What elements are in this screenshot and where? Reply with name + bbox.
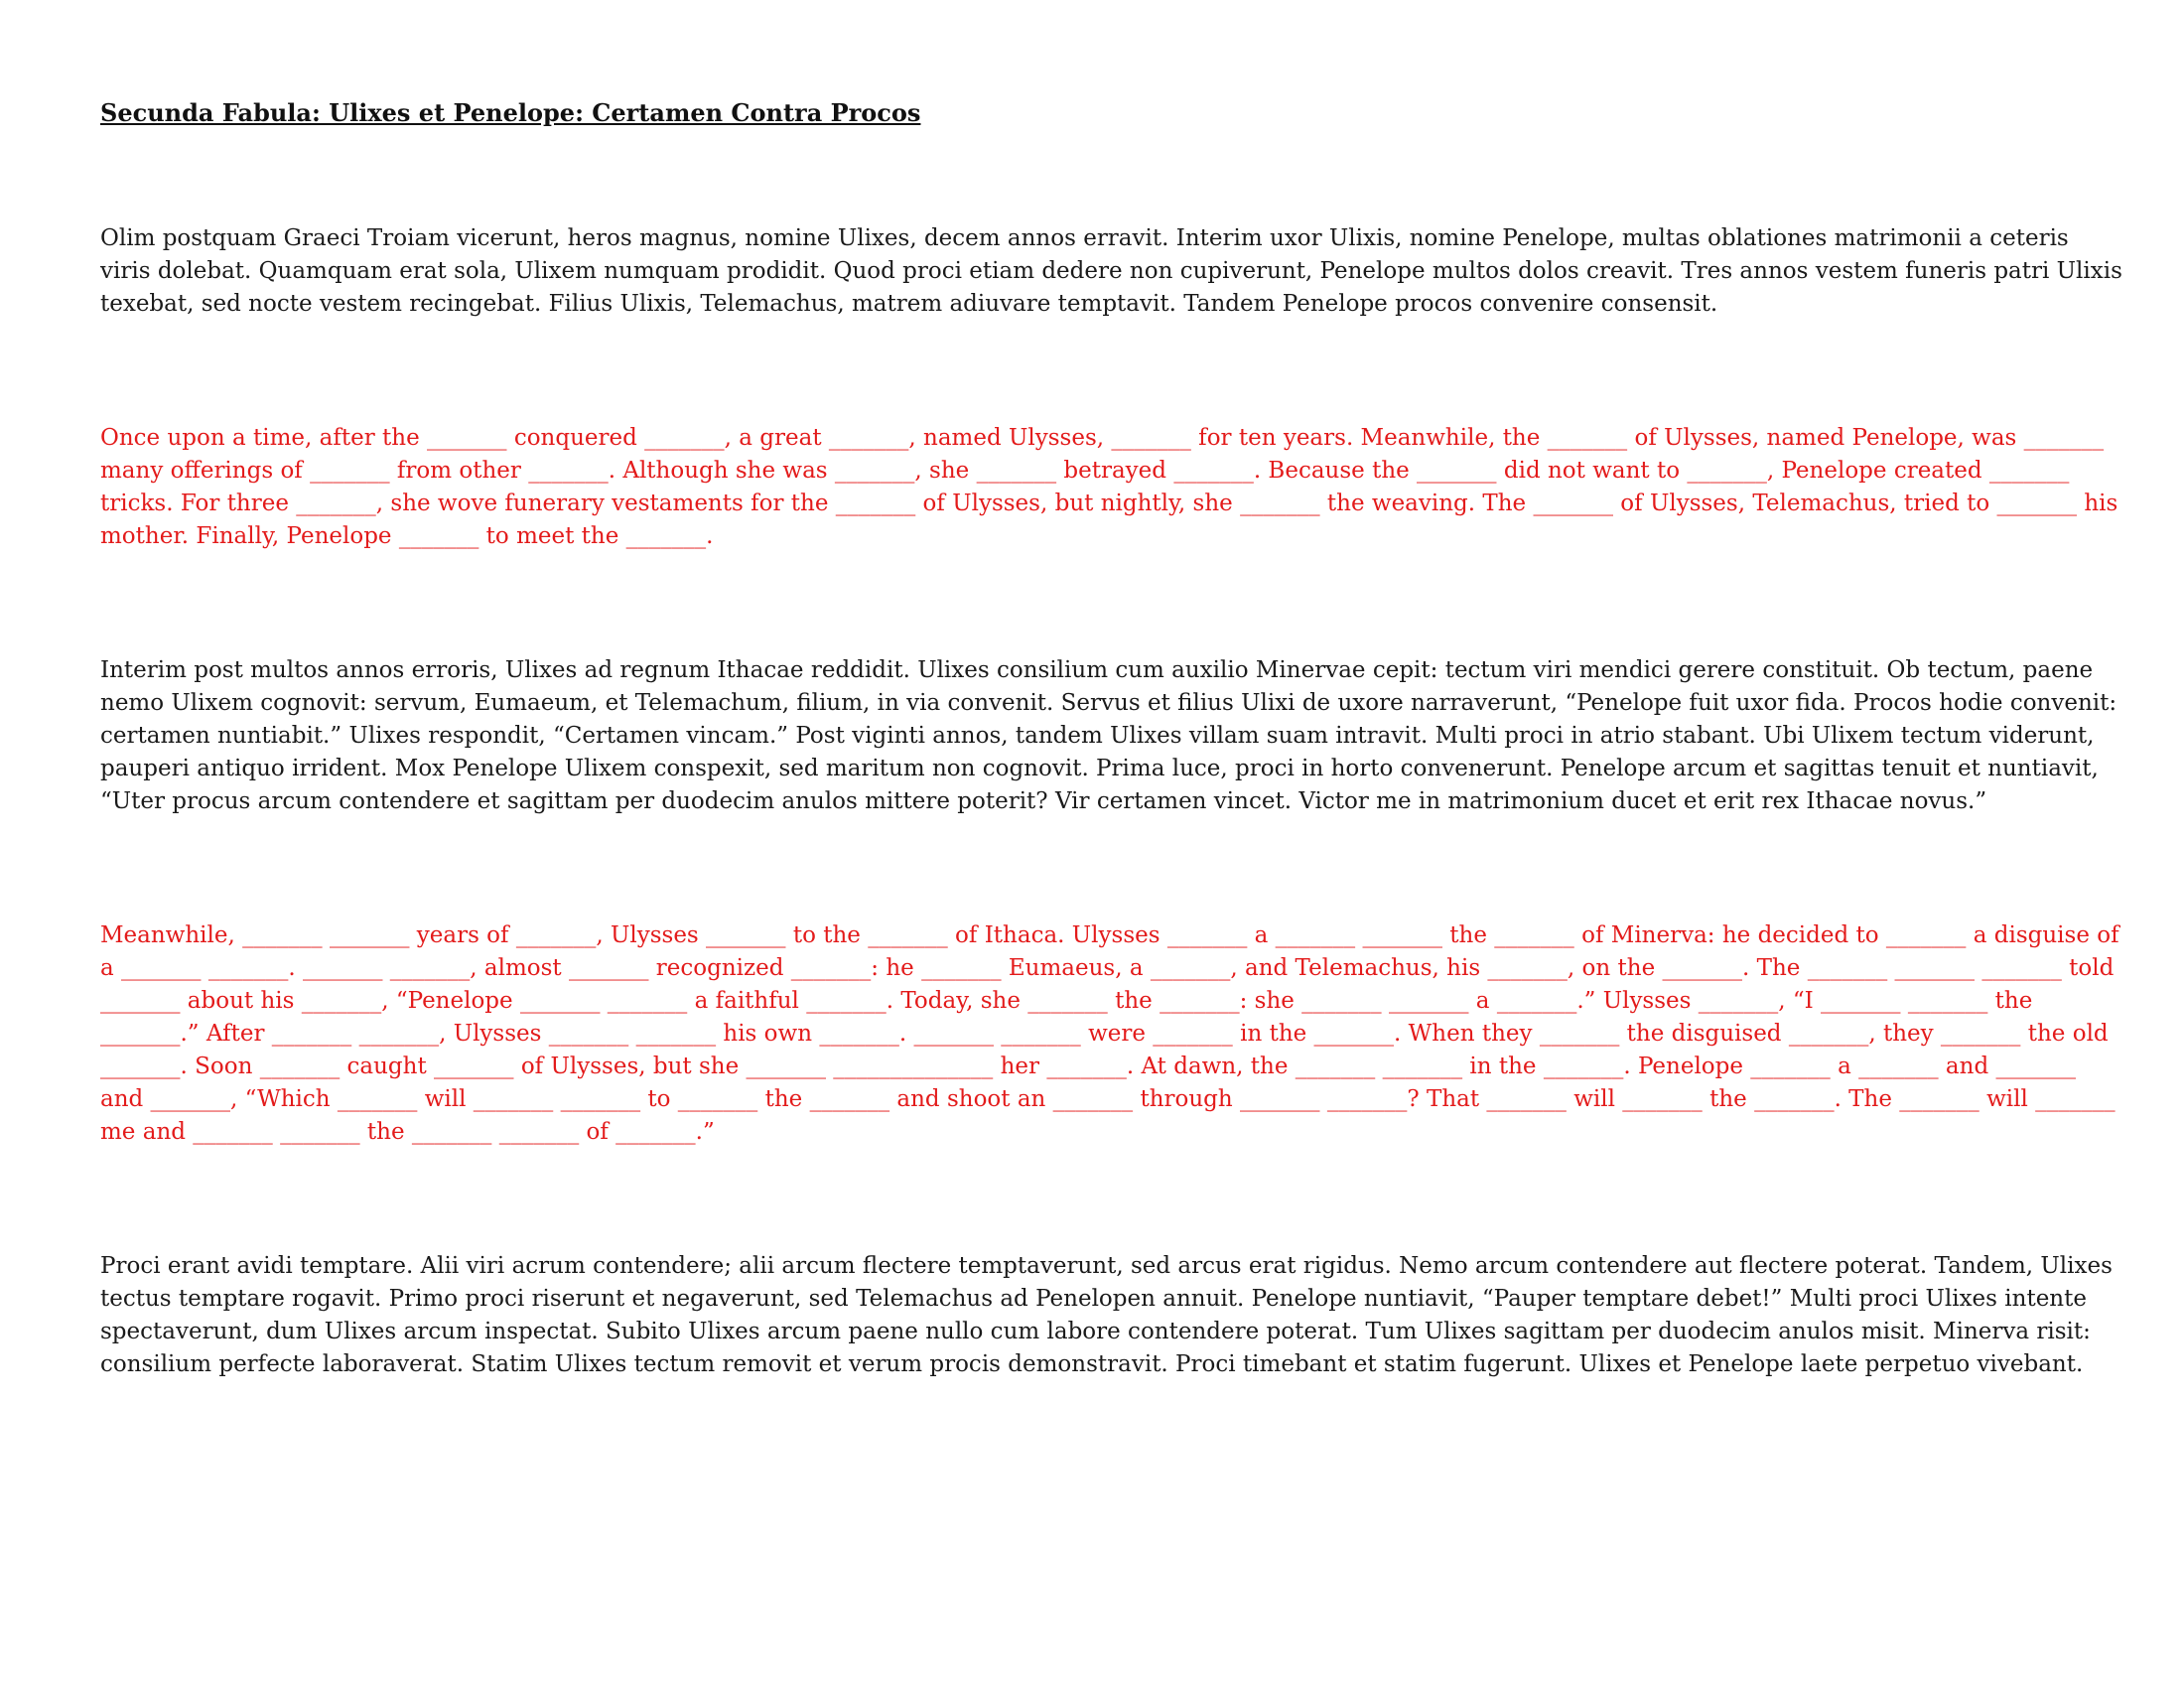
english-cloze-paragraph-2: Meanwhile, _______ _______ years of _______, Ulysses _______ to the _______ of Ithaca. Ulysses _______ a _______ _______ the _______ of Minerva: he decided to _______ a disguise of a _______ _______. _______ _______, almost _______ recognized _______: he _______ Eumaeus, a _______, and Telemachus, his _______, on the _______. The _______ _______ _______ told _______ about his _______, “Penelope _______ _______ a faithful _______. Today, she _______ the _______: she _______ _______ a _______.” Ulysses _______, “I _______ _______ the _______.” After _______ _______, Ulysses _______ _______ his own _______. _______ _______ were _______ in the _______. When they _______ the disguised _______, they _______ the old _______. Soon _______ caught _______ of Ulysses, but she _______ ______________ her _______. At dawn, the _______ _______ in the _______. Penelope _______ a _______ and _______ and _______, “Which _______ will _______ _______ to _______ the _______ and shoot an _______ through _______ _______? That _______ will _______ the _______. The _______ will _______ me and _______ _______ the _______ _______ of _______.”: [100, 922, 2119, 1145]
latin-paragraph-2: Interim post multos annos erroris, Ulixes ad regnum Ithacae reddidit. Ulixes consilium cum auxilio Minervae cepit: tectum viri mendici gerere constituit. Ob tectum, paene nemo Ulixem cognovit: servum, Eumaeum, et Telemachum, filium, in via convenit. Servus et filius Ulixi de uxore narraverunt, “Penelope fuit uxor fida. Procos hodie convenit: certamen nuntiabit.” Ulixes respondit, “Certamen vincam.” Post viginti annos, tandem Ulixes villam suam intravit. Multi proci in atrio stabant. Ubi Ulixem tectum viderunt, pauperi antiquo irrident. Mox Penelope Ulixem conspexit, sed maritum non cognovit. Prima luce, proci in horto convenerunt. Penelope arcum et sagittas tenuit et nuntiavit, “Uter procus arcum contendere et sagittam per duodecim anulos mittere poterit? Vir certamen vincet. Victor me in matrimonium ducet et erit rex Ithacae novus.”: [100, 657, 2117, 814]
latin-paragraph-3: Proci erant avidi temptare. Alii viri acrum contendere; alii arcum flectere temptaverunt, sed arcus erat rigidus. Nemo arcum contendere aut flectere poterat. Tandem, Ulixes tectus temptare rogavit. Primo proci riserunt et negaverunt, sed Telemachus ad Penelopen annuit. Penelope nuntiavit, “Pauper temptare debet!” Multi proci Ulixes intente spectaverunt, dum Ulixes arcum inspectat. Subito Ulixes arcum paene nullo cum labore contendere poterat. Tum Ulixes sagittam per duodecim anulos misit. Minerva risit: consilium perfecte laboraverat. Statim Ulixes tectum removit et verum procis demonstravit. Proci timebant et statim fugerunt. Ulixes et Penelope laete perpetuo vivebant.: [100, 1253, 2113, 1377]
document-title: Secunda Fabula: Ulixes et Penelope: Certamen Contra Procos: [100, 98, 921, 127]
english-cloze-paragraph-1: Once upon a time, after the _______ conquered _______, a great _______, named Ulysses, _______ for ten years. Meanwhile, the _______ of Ulysses, named Penelope, was _______ many offerings of _______ from other _______. Although she was _______, she _______ betrayed _______. Because the _______ did not want to _______, Penelope created _______ tricks. For three _______, she wove funerary vestaments for the _______ of Ulysses, but nightly, she _______ the weaving. The _______ of Ulysses, Telemachus, tried to _______ his mother. Finally, Penelope _______ to meet the _______.: [100, 425, 2118, 549]
latin-paragraph-1: Olim postquam Graeci Troiam vicerunt, heros magnus, nomine Ulixes, decem annos erravit. Interim uxor Ulixis, nomine Penelope, multas oblationes matrimonii a ceteris viris dolebat. Quamquam erat sola, Ulixem numquam prodidit. Quod proci etiam dedere non cupiverunt, Penelope multos dolos creavit. Tres annos vestem funeris patri Ulixis texebat, sed nocte vestem recingebat. Filius Ulixis, Telemachus, matrem adiuvare temptavit. Tandem Penelope procos convenire consensit.: [100, 225, 2122, 317]
document-page: [100, 95, 2125, 1381]
